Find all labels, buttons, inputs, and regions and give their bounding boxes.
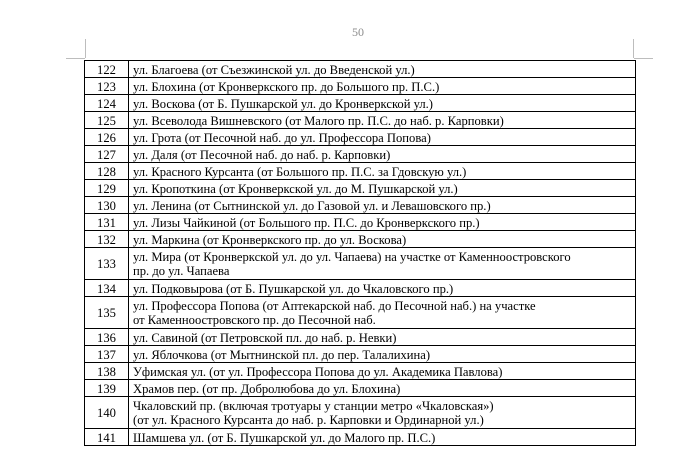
row-number: 123 (85, 78, 129, 95)
street-description: ул. Воскова (от Б. Пушкарской ул. до Кронверкской ул.) (129, 95, 636, 112)
street-description: Уфимская ул. (от ул. Профессора Попова до ул. Академика Павлова) (129, 363, 636, 380)
row-number: 122 (85, 61, 129, 78)
row-number: 138 (85, 363, 129, 380)
table-row (85, 363, 636, 380)
table-row (85, 429, 636, 446)
row-number: 129 (85, 180, 129, 197)
table-row (85, 129, 636, 146)
street-description: ул. Грота (от Песочной наб. до ул. Профессора Попова) (129, 129, 636, 146)
street-description (129, 397, 636, 429)
row-number: 131 (85, 214, 129, 231)
street-description: ул. Лизы Чайкиной (от Большого пр. П.С. до Кронверкского пр.) (129, 214, 636, 231)
street-description: ул. Благоева (от Съезжинской ул. до Введенской ул.) (129, 61, 636, 78)
street-description: ул. Всеволода Вишневского (от Малого пр. П.С. до наб. р. Карповки) (129, 112, 636, 129)
table-row (85, 197, 636, 214)
table-row (85, 280, 636, 297)
row-number: 127 (85, 146, 129, 163)
description-line-1: Чкаловский пр. (включая тротуары у станции метро «Чкаловская») (133, 399, 494, 413)
row-number: 135 (85, 297, 129, 329)
street-description: ул. Даля (от Песочной наб. до наб. р. Карповки) (129, 146, 636, 163)
table-row (85, 248, 636, 280)
street-description: ул. Красного Курсанта (от Большого пр. П.С. за Гдовскую ул.) (129, 163, 636, 180)
description-line-2: пр. до ул. Чапаева (133, 264, 230, 278)
table-row (85, 61, 636, 78)
row-number: 130 (85, 197, 129, 214)
table-row (85, 163, 636, 180)
street-description: ул. Савиной (от Петровской пл. до наб. р. Невки) (129, 329, 636, 346)
row-number: 132 (85, 231, 129, 248)
row-number: 136 (85, 329, 129, 346)
row-number: 139 (85, 380, 129, 397)
table-row (85, 397, 636, 429)
description-line-2: от Каменноостровского пр. до Песочной наб. (133, 313, 376, 327)
table-row (85, 214, 636, 231)
description-line-1: ул. Мира (от Кронверкской ул. до ул. Чапаева) на участке от Каменноостровского (133, 250, 571, 264)
street-description: ул. Кропоткина (от Кронверкской ул. до М. Пушкарской ул.) (129, 180, 636, 197)
crop-mark-left-horizontal (66, 58, 85, 59)
table-row (85, 112, 636, 129)
streets-table (84, 60, 636, 446)
table-row (85, 180, 636, 197)
table-row (85, 146, 636, 163)
street-description: ул. Блохина (от Кронверкского пр. до Большого пр. П.С.) (129, 78, 636, 95)
table-row (85, 297, 636, 329)
street-description: Храмов пер. (от пр. Добролюбова до ул. Блохина) (129, 380, 636, 397)
row-number: 126 (85, 129, 129, 146)
row-number: 128 (85, 163, 129, 180)
street-description: ул. Маркина (от Кронверкского пр. до ул. Воскова) (129, 231, 636, 248)
street-description (129, 297, 636, 329)
street-description (129, 248, 636, 280)
row-number: 134 (85, 280, 129, 297)
page-number: 50 (352, 25, 364, 39)
description-line-1: ул. Профессора Попова (от Аптекарской наб. до Песочной наб.) на участке (133, 299, 536, 313)
crop-mark-left-vertical (85, 39, 86, 58)
crop-mark-right-vertical (633, 39, 634, 58)
row-number: 124 (85, 95, 129, 112)
street-description: ул. Яблочкова (от Мытнинской пл. до пер. Талалихина) (129, 346, 636, 363)
street-description: ул. Подковырова (от Б. Пушкарской ул. до Чкаловского пр.) (129, 280, 636, 297)
street-description: Шамшева ул. (от Б. Пушкарской ул. до Малого пр. П.С.) (129, 429, 636, 446)
table-row (85, 95, 636, 112)
row-number: 125 (85, 112, 129, 129)
table-row (85, 346, 636, 363)
crop-mark-right-horizontal (634, 58, 653, 59)
row-number: 141 (85, 429, 129, 446)
table-row (85, 78, 636, 95)
row-number: 137 (85, 346, 129, 363)
description-line-2: (от ул. Красного Курсанта до наб. р. Карповки и Ординарной ул.) (133, 413, 484, 427)
table-row (85, 380, 636, 397)
row-number: 140 (85, 397, 129, 429)
row-number: 133 (85, 248, 129, 280)
table-row (85, 329, 636, 346)
street-description: ул. Ленина (от Сытнинской ул. до Газовой ул. и Левашовского пр.) (129, 197, 636, 214)
table-row (85, 231, 636, 248)
